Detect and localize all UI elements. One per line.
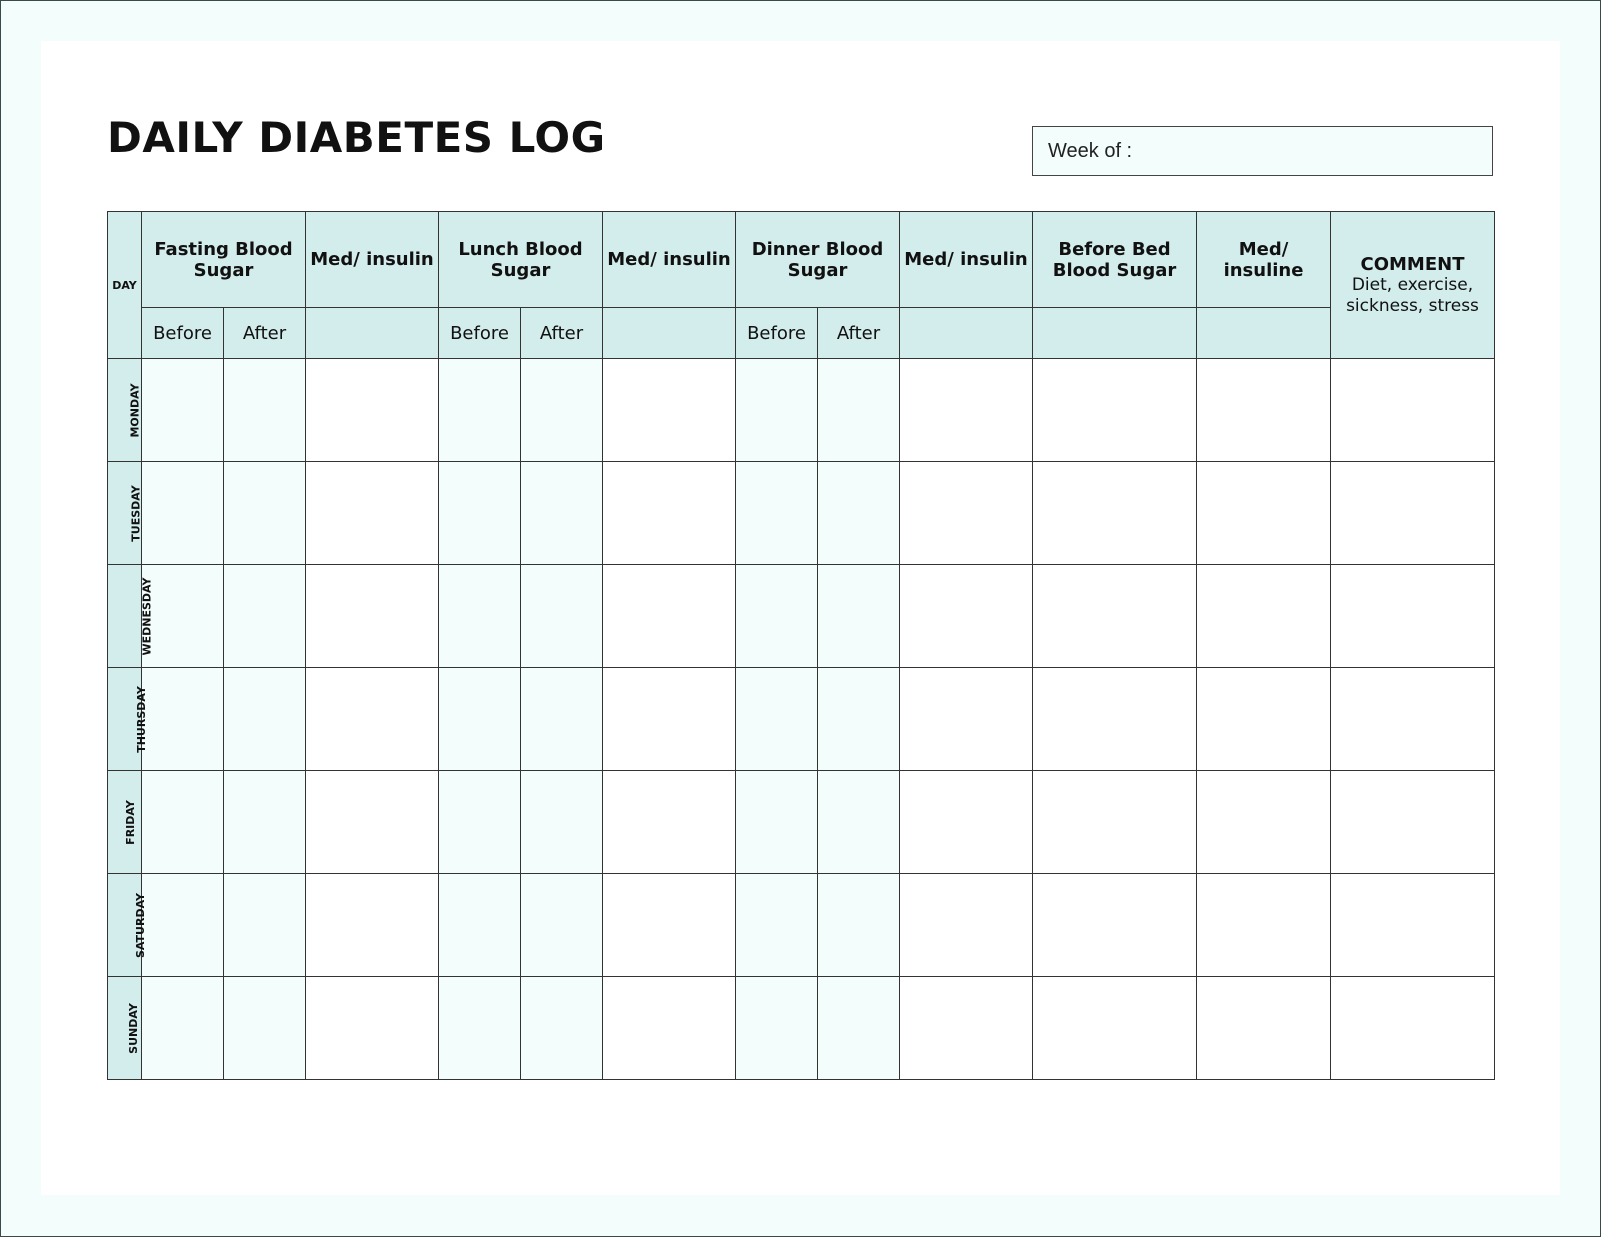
day-label-cell: [108, 668, 148, 771]
med-insulin-cell-2[interactable]: [603, 359, 736, 462]
med-insulin-header-3: Med/ insulin: [900, 212, 1033, 308]
day-label-cell: [108, 874, 148, 977]
day-label: TUESDAY: [129, 485, 143, 542]
dinner-after-cell[interactable]: [818, 771, 900, 874]
fasting-after-cell[interactable]: [224, 977, 306, 1080]
dinner-before-cell[interactable]: [736, 359, 818, 462]
dinner-blood-sugar-header: Dinner Blood Sugar: [736, 212, 900, 308]
med-insulin-cell-1[interactable]: [306, 359, 439, 462]
med-insulin-cell-1[interactable]: [306, 874, 439, 977]
lunch-after-cell[interactable]: [521, 668, 603, 771]
lunch-before-cell[interactable]: [439, 462, 521, 565]
comment-cell[interactable]: [1331, 462, 1495, 565]
diabetes-log-table: [107, 211, 1495, 1080]
day-label-cell: [108, 359, 142, 462]
comment-cell[interactable]: [1331, 771, 1495, 874]
med-insulin-cell-3[interactable]: [900, 462, 1033, 565]
med-insuline-cell-4[interactable]: [1197, 359, 1331, 462]
med-insulin-cell-2[interactable]: [603, 771, 736, 874]
lunch-before-cell[interactable]: [439, 771, 521, 874]
dinner-after-cell[interactable]: [818, 977, 900, 1080]
med-insuline-cell-4[interactable]: [1197, 462, 1331, 565]
med-insulin-cell-1[interactable]: [306, 977, 439, 1080]
day-header: DAY: [108, 212, 142, 359]
dinner-after-cell[interactable]: [818, 359, 900, 462]
med-insulin-cell-3[interactable]: [900, 668, 1033, 771]
med-insulin-cell-2[interactable]: [603, 565, 736, 668]
med-insulin-cell-3[interactable]: [900, 771, 1033, 874]
dinner-before-cell[interactable]: [736, 565, 818, 668]
med-insulin-cell-3[interactable]: [900, 874, 1033, 977]
log-body: [108, 359, 1495, 1080]
comment-cell[interactable]: [1331, 977, 1495, 1080]
dinner-after-header: After: [818, 308, 900, 359]
med-insuline-cell-4[interactable]: [1197, 977, 1331, 1080]
table-row: [108, 359, 1495, 462]
med-insulin-subheader-3: [900, 308, 1033, 359]
fasting-after-header: After: [224, 308, 306, 359]
lunch-after-cell[interactable]: [521, 359, 603, 462]
before-bed-cell[interactable]: [1033, 359, 1197, 462]
med-insulin-cell-2[interactable]: [603, 462, 736, 565]
med-insulin-cell-1[interactable]: [306, 668, 439, 771]
med-insuline-header-4: Med/ insuline: [1197, 212, 1331, 308]
day-label: MONDAY: [128, 383, 142, 438]
fasting-before-header: Before: [142, 308, 224, 359]
day-label-cell: [108, 977, 142, 1080]
week-of-field[interactable]: [1032, 126, 1493, 176]
lunch-after-cell[interactable]: [521, 462, 603, 565]
med-insulin-cell-2[interactable]: [603, 977, 736, 1080]
lunch-before-cell[interactable]: [439, 668, 521, 771]
day-label-cell: [108, 462, 142, 565]
comment-cell[interactable]: [1331, 874, 1495, 977]
before-bed-cell[interactable]: [1033, 771, 1197, 874]
med-insulin-cell-1[interactable]: [306, 771, 439, 874]
med-insulin-cell-3[interactable]: [900, 359, 1033, 462]
table-row: [108, 977, 1495, 1080]
dinner-after-cell[interactable]: [818, 565, 900, 668]
dinner-before-header: Before: [736, 308, 818, 359]
table-row: [108, 771, 1495, 874]
med-insulin-cell-3[interactable]: [900, 565, 1033, 668]
day-label: SUNDAY: [126, 1003, 140, 1054]
dinner-before-cell[interactable]: [736, 771, 818, 874]
dinner-before-cell[interactable]: [736, 668, 818, 771]
day-label-cell: [108, 771, 142, 874]
dinner-before-cell[interactable]: [736, 462, 818, 565]
dinner-after-cell[interactable]: [818, 668, 900, 771]
fasting-before-cell[interactable]: [142, 359, 224, 462]
med-insulin-cell-2[interactable]: [603, 668, 736, 771]
dinner-before-cell[interactable]: [736, 874, 818, 977]
table-row: [108, 462, 1495, 565]
fasting-after-cell[interactable]: [224, 359, 306, 462]
med-insulin-cell-1[interactable]: [306, 462, 439, 565]
med-insulin-cell-2[interactable]: [603, 874, 736, 977]
lunch-after-header: After: [521, 308, 603, 359]
lunch-after-cell[interactable]: [521, 874, 603, 977]
lunch-after-cell[interactable]: [521, 771, 603, 874]
week-of-label: Week of :: [1048, 140, 1133, 162]
fasting-before-cell[interactable]: [142, 668, 224, 771]
med-insulin-subheader-1: [306, 308, 439, 359]
fasting-before-cell[interactable]: [142, 874, 224, 977]
day-label-cell: [108, 565, 154, 668]
lunch-before-cell[interactable]: [439, 977, 521, 1080]
lunch-blood-sugar-header: Lunch Blood Sugar: [439, 212, 603, 308]
day-label: SATURDAY: [134, 892, 148, 959]
day-label: THURSDAY: [134, 686, 148, 753]
comment-header: [1331, 212, 1495, 359]
page-title: DAILY DIABETES LOG: [107, 113, 606, 162]
before-bed-cell[interactable]: [1033, 565, 1197, 668]
fasting-blood-sugar-header: Fasting Blood Sugar: [142, 212, 306, 308]
dinner-after-cell[interactable]: [818, 874, 900, 977]
comment-title: COMMENT: [1360, 253, 1465, 275]
before-bed-cell[interactable]: [1033, 874, 1197, 977]
med-insulin-cell-3[interactable]: [900, 977, 1033, 1080]
med-insulin-cell-1[interactable]: [306, 565, 439, 668]
fasting-before-cell[interactable]: [142, 462, 224, 565]
med-insulin-header-2: Med/ insulin: [603, 212, 736, 308]
fasting-before-cell[interactable]: [142, 565, 224, 668]
med-insuline-cell-4[interactable]: [1197, 668, 1331, 771]
fasting-after-cell[interactable]: [224, 668, 306, 771]
fasting-after-cell[interactable]: [224, 874, 306, 977]
lunch-after-cell[interactable]: [521, 977, 603, 1080]
table-row: [108, 668, 1495, 771]
med-insulin-subheader-2: [603, 308, 736, 359]
before-bed-cell[interactable]: [1033, 977, 1197, 1080]
comment-cell[interactable]: [1331, 565, 1495, 668]
fasting-before-cell[interactable]: [142, 771, 224, 874]
comment-cell[interactable]: [1331, 668, 1495, 771]
lunch-before-header: Before: [439, 308, 521, 359]
dinner-before-cell[interactable]: [736, 977, 818, 1080]
lunch-before-cell[interactable]: [439, 874, 521, 977]
fasting-before-cell[interactable]: [142, 977, 224, 1080]
dinner-after-cell[interactable]: [818, 462, 900, 565]
table-row: [108, 565, 1495, 668]
fasting-after-cell[interactable]: [224, 565, 306, 668]
med-insuline-cell-4[interactable]: [1197, 565, 1331, 668]
lunch-before-cell[interactable]: [439, 359, 521, 462]
day-label: WEDNESDAY: [140, 577, 154, 656]
before-bed-cell[interactable]: [1033, 462, 1197, 565]
before-bed-cell[interactable]: [1033, 668, 1197, 771]
lunch-before-cell[interactable]: [439, 565, 521, 668]
comment-cell[interactable]: [1331, 359, 1495, 462]
comment-subtitle: Diet, exercise, sickness, stress: [1346, 274, 1479, 316]
before-bed-subheader: [1033, 308, 1197, 359]
med-insuline-subheader-4: [1197, 308, 1331, 359]
before-bed-blood-sugar-header: Before Bed Blood Sugar: [1033, 212, 1197, 308]
med-insuline-cell-4[interactable]: [1197, 771, 1331, 874]
med-insuline-cell-4[interactable]: [1197, 874, 1331, 977]
fasting-after-cell[interactable]: [224, 771, 306, 874]
table-row: [108, 874, 1495, 977]
med-insulin-header-1: Med/ insulin: [306, 212, 439, 308]
day-label: FRIDAY: [123, 800, 137, 845]
fasting-after-cell[interactable]: [224, 462, 306, 565]
lunch-after-cell[interactable]: [521, 565, 603, 668]
